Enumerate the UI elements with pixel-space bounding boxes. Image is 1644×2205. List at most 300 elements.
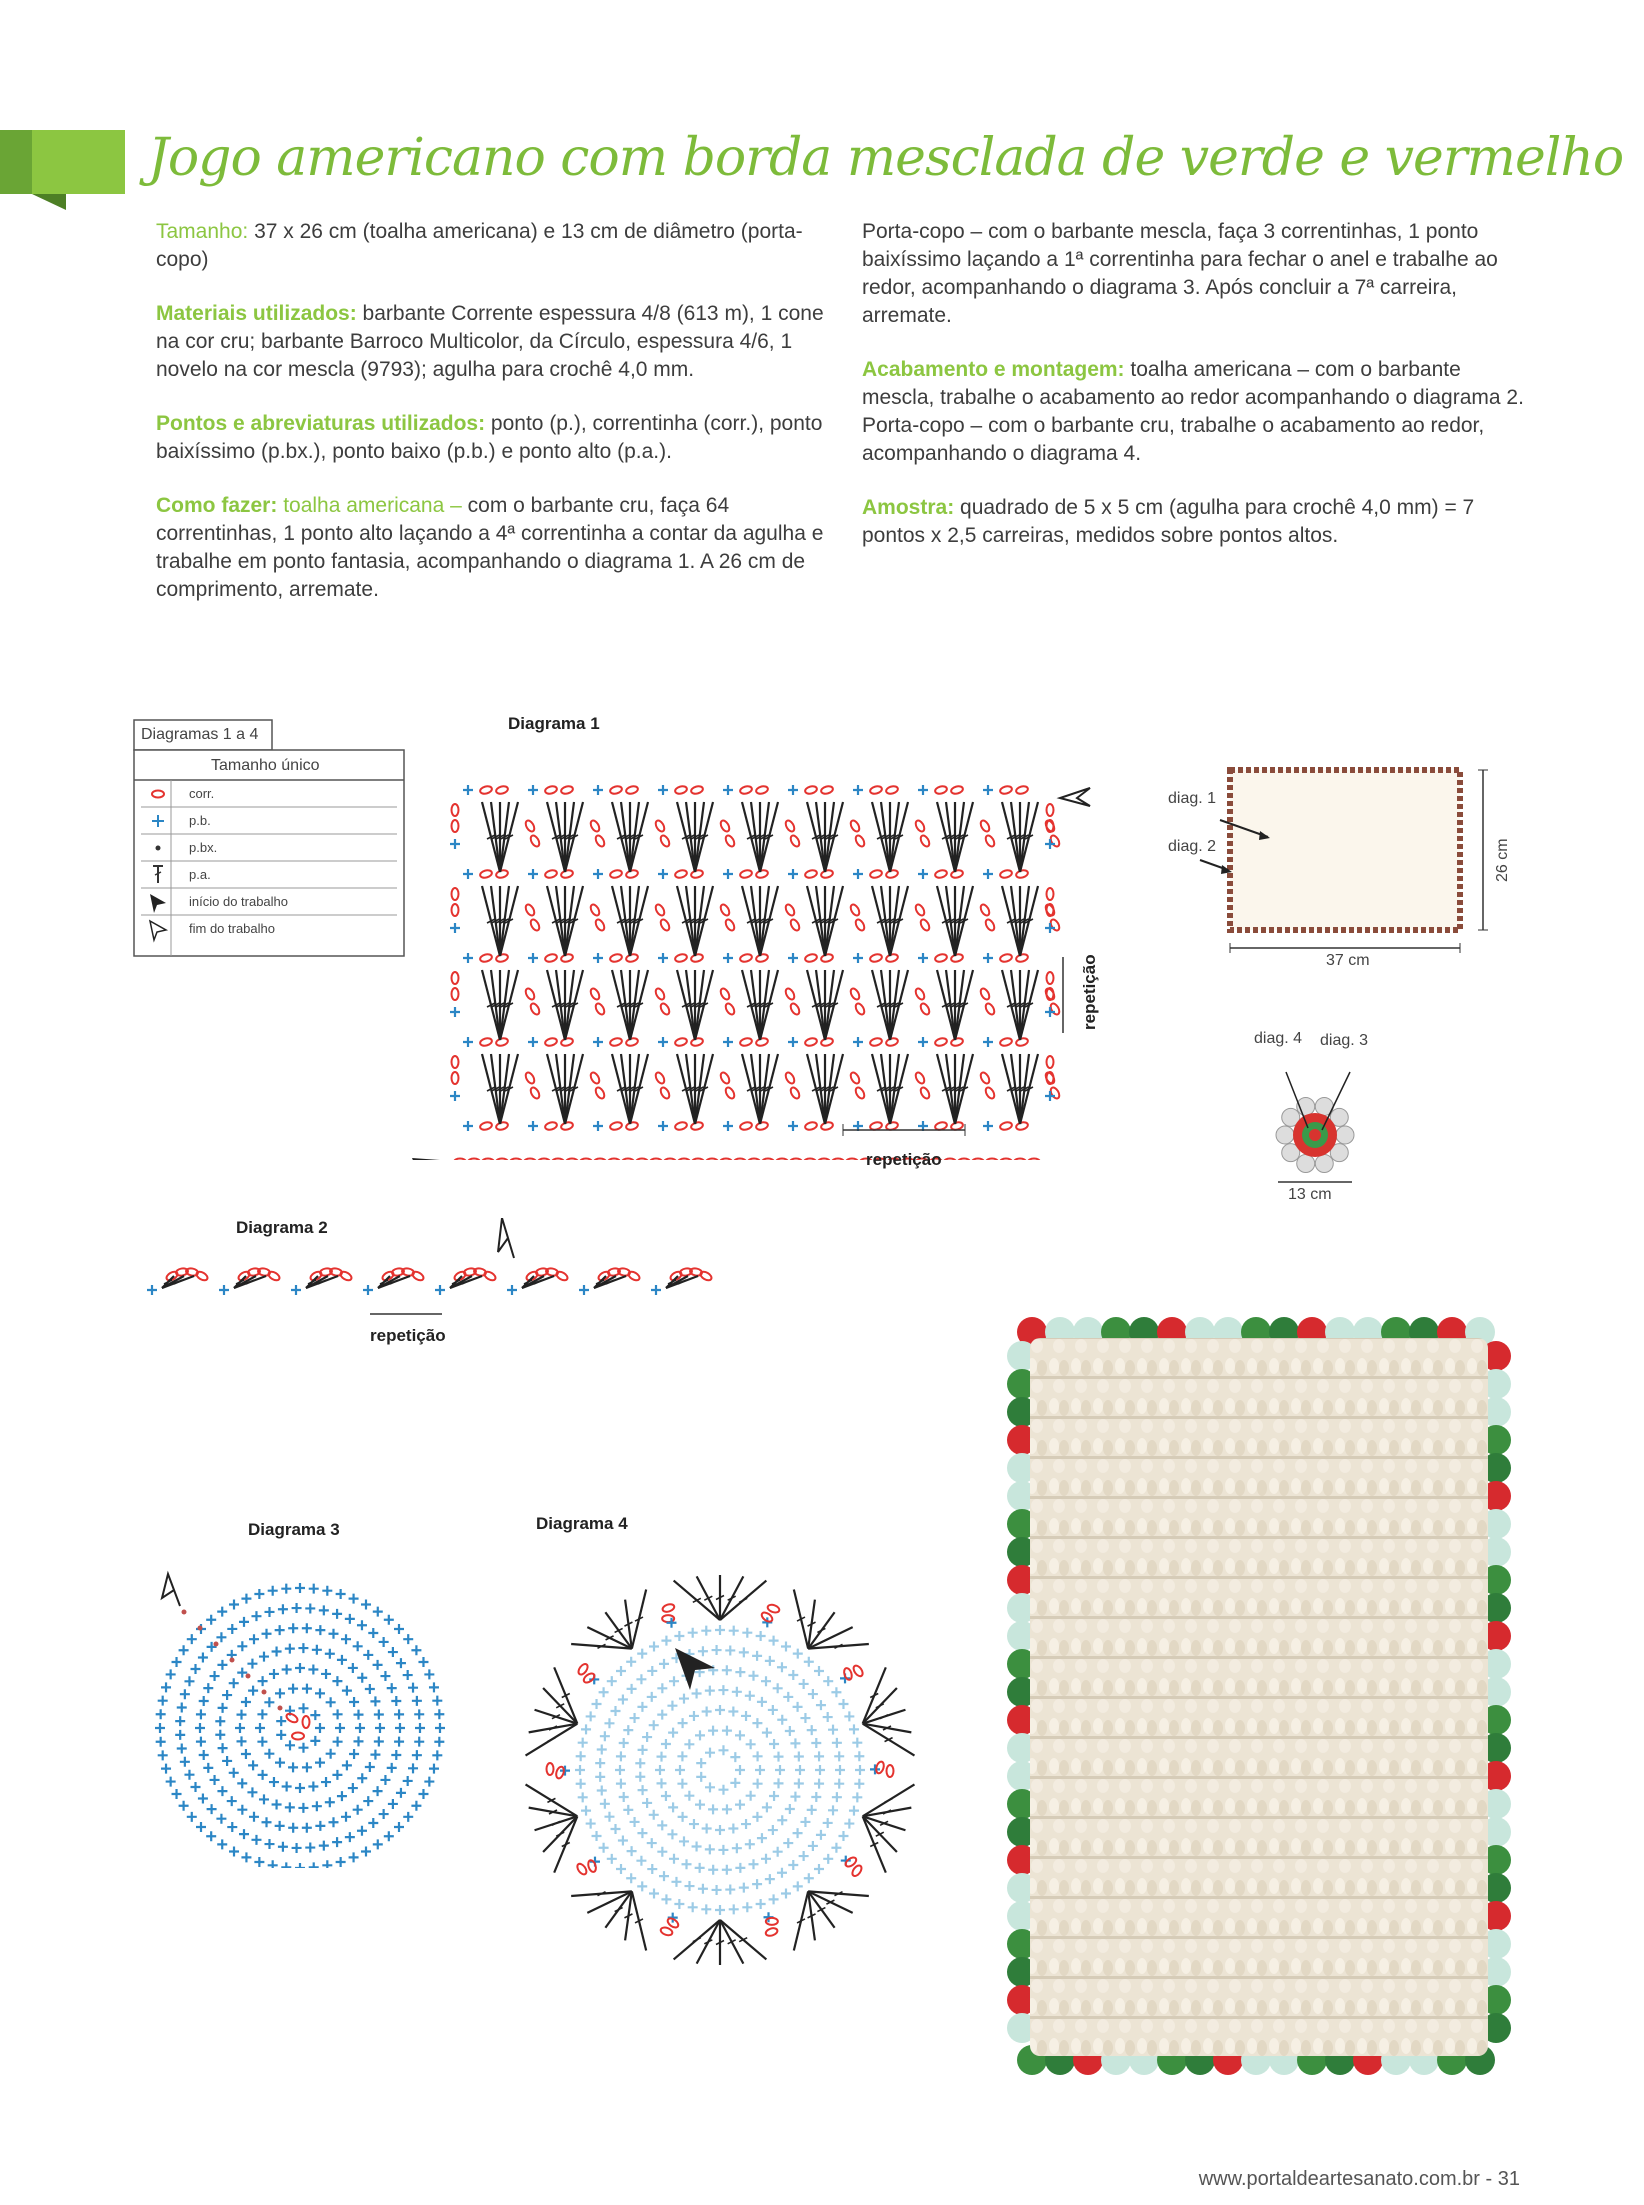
chain-mark bbox=[1047, 888, 1054, 900]
chain-mark bbox=[852, 1664, 865, 1678]
chain-mark bbox=[609, 1037, 622, 1047]
sc-mark bbox=[627, 1846, 637, 1856]
chain-mark bbox=[650, 1159, 662, 1161]
chain-mark bbox=[820, 953, 833, 963]
sc-mark bbox=[918, 1037, 928, 1047]
sc-mark bbox=[275, 1821, 285, 1831]
end-arrow-icon bbox=[498, 1218, 514, 1258]
chain-mark bbox=[660, 1926, 674, 1936]
sc-mark bbox=[258, 1770, 268, 1780]
sc-mark bbox=[175, 1716, 185, 1726]
legend-subheader: Tamanho único bbox=[211, 757, 320, 774]
sc-mark bbox=[728, 1823, 738, 1833]
coaster-petal bbox=[1276, 1126, 1294, 1144]
chain-mark bbox=[1015, 953, 1028, 963]
sc-mark bbox=[295, 1783, 305, 1793]
sc-mark bbox=[166, 1777, 176, 1787]
sc-mark bbox=[357, 1673, 367, 1683]
sc-mark bbox=[696, 1772, 706, 1782]
chain-mark bbox=[986, 1159, 998, 1161]
sc-mark bbox=[651, 1285, 661, 1295]
chain-mark bbox=[950, 953, 963, 963]
sc-mark bbox=[463, 785, 473, 795]
sc-mark bbox=[370, 1750, 380, 1760]
sc-mark bbox=[375, 1723, 385, 1733]
sc-mark bbox=[712, 1645, 722, 1655]
chain-mark bbox=[914, 1071, 926, 1085]
sc-mark bbox=[337, 1655, 347, 1665]
sc-mark bbox=[762, 1728, 772, 1738]
chain-mark bbox=[625, 785, 638, 795]
sc-mark bbox=[668, 1802, 678, 1812]
chain-mark bbox=[544, 869, 557, 879]
sc-mark bbox=[403, 1634, 413, 1644]
sc-mark bbox=[729, 1626, 739, 1636]
chain-mark bbox=[560, 785, 573, 795]
sc-mark bbox=[852, 1792, 862, 1802]
sc-mark bbox=[239, 1829, 249, 1839]
sc-mark bbox=[983, 869, 993, 879]
sc-mark bbox=[775, 1765, 785, 1775]
sc-mark bbox=[363, 1650, 373, 1660]
sc-mark bbox=[432, 1750, 442, 1760]
chain-mark bbox=[748, 1159, 760, 1161]
sc-mark bbox=[254, 1857, 264, 1867]
sc-mark bbox=[688, 1902, 698, 1912]
sc-mark bbox=[319, 1605, 329, 1615]
sc-mark bbox=[333, 1709, 343, 1719]
sc-mark bbox=[647, 1666, 657, 1676]
sc-mark bbox=[773, 1778, 783, 1788]
sc-mark bbox=[674, 1631, 684, 1641]
sc-mark bbox=[722, 1665, 732, 1675]
sc-mark bbox=[276, 1716, 286, 1726]
sc-mark bbox=[781, 1642, 791, 1652]
sc-mark bbox=[203, 1763, 213, 1773]
sc-mark bbox=[333, 1737, 343, 1747]
sc-mark bbox=[658, 1121, 668, 1131]
sc-mark bbox=[403, 1670, 413, 1680]
diagram-4-title: Diagrama 4 bbox=[536, 1514, 628, 1533]
sc-mark bbox=[248, 1686, 258, 1696]
sc-mark bbox=[667, 1701, 677, 1711]
chain-mark bbox=[739, 1121, 752, 1131]
sc-mark bbox=[599, 1687, 609, 1697]
materials-paragraph: Materiais utilizados: barbante Corrente espessura 4/8 (613 m), 1 cone na cor cru; barbante Barroco Multicolor, da Círculo, espessura 4/6, 1 novelo na cor mescla (9793); agulha para crochê 4,0 mm. bbox=[156, 302, 824, 381]
chain-mark bbox=[495, 953, 508, 963]
sc-mark bbox=[403, 1812, 413, 1822]
sc-mark bbox=[272, 1799, 282, 1809]
chain-mark bbox=[950, 785, 963, 795]
sc-mark bbox=[298, 1803, 308, 1813]
chain-mark bbox=[854, 918, 866, 932]
sc-mark bbox=[674, 1899, 684, 1909]
sc-mark bbox=[251, 1611, 261, 1621]
sc-mark bbox=[649, 1720, 659, 1730]
sc-mark bbox=[732, 1843, 742, 1853]
sc-mark bbox=[408, 1683, 418, 1693]
end-arrow-icon bbox=[1060, 788, 1090, 806]
sc-mark bbox=[450, 1007, 460, 1017]
sc-mark bbox=[799, 1851, 809, 1861]
chain-mark bbox=[789, 1002, 801, 1016]
sc-mark bbox=[677, 1751, 687, 1761]
chain-mark bbox=[849, 903, 861, 917]
sc-mark bbox=[816, 1830, 826, 1840]
sc-mark bbox=[853, 869, 863, 879]
sc-mark bbox=[756, 1899, 766, 1909]
sc-mark bbox=[658, 953, 668, 963]
sc-mark bbox=[412, 1750, 422, 1760]
chain-mark bbox=[776, 1159, 788, 1161]
footer: www.portaldeartesanato.com.br - 31 bbox=[1198, 2168, 1520, 2190]
dc-bar bbox=[547, 1738, 555, 1742]
sc-mark bbox=[702, 1823, 712, 1833]
sc-mark bbox=[604, 1718, 614, 1728]
diag4-pointer-label: diag. 4 bbox=[1254, 1030, 1303, 1047]
sc-mark bbox=[669, 1854, 679, 1864]
chain-mark bbox=[854, 1002, 866, 1016]
sc-mark bbox=[730, 1752, 740, 1762]
chain-mark bbox=[767, 1603, 781, 1613]
slip-mark bbox=[230, 1658, 235, 1663]
chain-mark bbox=[690, 953, 703, 963]
sc-mark bbox=[918, 869, 928, 879]
sc-mark bbox=[677, 1779, 687, 1789]
sc-mark bbox=[616, 1751, 626, 1761]
chain-mark bbox=[659, 918, 671, 932]
chain-mark bbox=[885, 1037, 898, 1047]
chain-mark bbox=[452, 888, 459, 900]
sc-mark bbox=[790, 1792, 800, 1802]
sc-mark bbox=[179, 1645, 189, 1655]
sc-mark bbox=[616, 1864, 626, 1874]
sc-mark bbox=[832, 1738, 842, 1748]
chain-mark bbox=[755, 1121, 768, 1131]
chain-mark bbox=[468, 1159, 480, 1161]
sc-mark bbox=[349, 1852, 359, 1862]
chain-mark bbox=[885, 869, 898, 879]
sc-mark bbox=[658, 869, 668, 879]
sc-mark bbox=[332, 1770, 342, 1780]
finishing-paragraph: Acabamento e montagem: toalha americana – com o barbante mescla, trabalhe o acabamento ao redor acompanhando o diagrama 2. bbox=[862, 358, 1524, 409]
sc-mark bbox=[616, 1779, 626, 1789]
sc-mark bbox=[380, 1775, 390, 1785]
legend-label-corr: corr. bbox=[189, 786, 215, 801]
sc-mark bbox=[576, 1779, 586, 1789]
left-column bbox=[156, 218, 828, 630]
sc-mark bbox=[268, 1860, 278, 1868]
sc-mark bbox=[432, 1696, 442, 1706]
chain-mark bbox=[739, 1037, 752, 1047]
sc-mark bbox=[528, 869, 538, 879]
sc-mark bbox=[619, 1792, 629, 1802]
sc-mark bbox=[282, 1665, 292, 1675]
sc-mark bbox=[618, 1836, 628, 1846]
diagram-3 bbox=[140, 1548, 470, 1868]
sc-mark bbox=[611, 1706, 621, 1716]
sc-mark bbox=[191, 1782, 201, 1792]
chain-mark bbox=[979, 1071, 991, 1085]
sc-mark bbox=[586, 1711, 596, 1721]
sc-mark bbox=[814, 1751, 824, 1761]
sc-mark bbox=[684, 1739, 694, 1749]
sc-mark bbox=[689, 1711, 699, 1721]
sc-mark bbox=[463, 953, 473, 963]
placemat-width-label: 37 cm bbox=[1326, 952, 1370, 969]
chain-mark bbox=[529, 834, 541, 848]
chain-mark bbox=[674, 1037, 687, 1047]
chain-mark bbox=[555, 1270, 569, 1282]
sc-mark bbox=[615, 1765, 625, 1775]
sc-mark bbox=[853, 953, 863, 963]
sc-mark bbox=[217, 1786, 227, 1796]
sc-mark bbox=[729, 1904, 739, 1914]
coaster-paragraph: Porta-copo – com o barbante mescla, faça 3 correntinhas, 1 ponto baixíssimo laçando a 1ª correntinha para fechar o anel e trabalhe ao redor, acompanhando o diagrama 3. Após concluir a 7ª carreira, arremate. bbox=[862, 220, 1498, 327]
sc-mark bbox=[637, 1828, 647, 1838]
sc-mark bbox=[268, 1586, 278, 1596]
chain-mark bbox=[1047, 972, 1054, 984]
sc-mark bbox=[528, 953, 538, 963]
sc-mark bbox=[418, 1789, 428, 1799]
sc-mark bbox=[793, 1649, 803, 1659]
sc-mark bbox=[698, 1884, 708, 1894]
sc-mark bbox=[249, 1634, 259, 1644]
slip-mark bbox=[198, 1626, 203, 1631]
sc-mark bbox=[295, 1583, 305, 1593]
sc-mark bbox=[718, 1745, 728, 1755]
sc-mark bbox=[638, 1785, 648, 1795]
sc-mark bbox=[237, 1778, 247, 1788]
sc-mark bbox=[285, 1644, 295, 1654]
sc-mark bbox=[187, 1812, 197, 1822]
chain-mark bbox=[934, 869, 947, 879]
page-title: Jogo americano com borda mesclada de verde e vermelho bbox=[148, 128, 1624, 188]
chain-mark bbox=[1047, 804, 1054, 816]
sc-mark bbox=[247, 1659, 257, 1669]
coaster-finishing-paragraph: Porta-copo – com o barbante cru, trabalhe o acabamento ao redor, acompanhando o diagrama 4. bbox=[862, 414, 1485, 465]
chain-mark bbox=[869, 785, 882, 795]
sc-mark bbox=[312, 1801, 322, 1811]
sc-mark bbox=[769, 1739, 779, 1749]
sc-mark bbox=[708, 1865, 718, 1875]
sc-mark bbox=[342, 1760, 352, 1770]
sc-mark bbox=[695, 1730, 705, 1740]
chain-mark bbox=[627, 1270, 641, 1282]
sc-mark bbox=[800, 1713, 810, 1723]
sc-mark bbox=[418, 1657, 428, 1667]
sc-mark bbox=[285, 1740, 295, 1750]
sc-mark bbox=[692, 1689, 702, 1699]
sc-mark bbox=[342, 1686, 352, 1696]
sc-mark bbox=[237, 1710, 247, 1720]
chain-mark bbox=[755, 1037, 768, 1047]
sc-mark bbox=[785, 1804, 795, 1814]
sc-mark bbox=[593, 1037, 603, 1047]
sc-mark bbox=[795, 1765, 805, 1775]
chain-mark bbox=[452, 972, 459, 984]
chain-mark bbox=[719, 903, 731, 917]
sc-mark bbox=[355, 1723, 365, 1733]
sc-mark bbox=[808, 1841, 818, 1851]
chain-mark bbox=[1015, 785, 1028, 795]
chain-mark bbox=[659, 1002, 671, 1016]
chain-mark bbox=[664, 1159, 676, 1161]
sc-mark bbox=[275, 1688, 285, 1698]
sc-mark bbox=[597, 1785, 607, 1795]
chain-mark bbox=[285, 1712, 299, 1724]
sc-mark bbox=[675, 1765, 685, 1775]
right-column bbox=[862, 218, 1538, 576]
sc-mark bbox=[259, 1652, 269, 1662]
sc-mark bbox=[309, 1584, 319, 1594]
diagram-2-title: Diagrama 2 bbox=[236, 1218, 328, 1237]
stitches-paragraph: Pontos e abreviaturas utilizados: ponto (p.), correntinha (corr.), ponto baixíssimo (p.bx.), ponto baixo (p.b.) e ponto alto (p.a.). bbox=[156, 412, 823, 463]
sc-mark bbox=[302, 1823, 312, 1833]
sc-mark bbox=[394, 1822, 404, 1832]
sc-mark bbox=[659, 1659, 669, 1669]
page-number: 31 bbox=[1497, 2168, 1520, 2190]
sc-mark bbox=[661, 1636, 671, 1646]
sc-mark bbox=[661, 1894, 671, 1904]
chain-mark bbox=[784, 903, 796, 917]
sc-mark bbox=[642, 1732, 652, 1742]
chain-mark bbox=[944, 1159, 956, 1161]
sc-mark bbox=[319, 1841, 329, 1851]
sc-mark bbox=[752, 1651, 762, 1661]
sc-mark bbox=[823, 1818, 833, 1828]
sc-mark bbox=[156, 1709, 166, 1719]
chain-mark bbox=[818, 1159, 830, 1161]
chain-mark bbox=[690, 1037, 703, 1047]
sc-mark bbox=[769, 1894, 779, 1904]
sc-mark bbox=[616, 1666, 626, 1676]
chain-mark bbox=[919, 1086, 931, 1100]
sc-mark bbox=[773, 1752, 783, 1762]
sc-mark bbox=[328, 1629, 338, 1639]
sc-mark bbox=[215, 1730, 225, 1740]
sc-mark bbox=[799, 1679, 809, 1689]
chain-mark bbox=[495, 785, 508, 795]
chain-mark bbox=[589, 819, 601, 833]
sc-mark bbox=[853, 785, 863, 795]
sc-mark bbox=[345, 1614, 355, 1624]
sc-mark bbox=[669, 1676, 679, 1686]
chain-mark bbox=[784, 819, 796, 833]
sc-mark bbox=[315, 1625, 325, 1635]
sc-mark bbox=[187, 1634, 197, 1644]
sc-mark bbox=[732, 1687, 742, 1697]
sc-mark bbox=[411, 1645, 421, 1655]
sc-mark bbox=[705, 1844, 715, 1854]
sc-mark bbox=[814, 1666, 824, 1676]
chain-mark bbox=[555, 1766, 565, 1780]
chain-mark bbox=[625, 953, 638, 963]
chain-mark bbox=[699, 1270, 713, 1282]
sc-mark bbox=[179, 1801, 189, 1811]
sc-mark bbox=[528, 1121, 538, 1131]
sc-mark bbox=[264, 1697, 274, 1707]
end-arrow-icon bbox=[162, 1574, 180, 1606]
sc-mark bbox=[755, 1765, 765, 1775]
chain-mark bbox=[544, 953, 557, 963]
sc-mark bbox=[379, 1637, 389, 1647]
chain-mark bbox=[849, 819, 861, 833]
sc-mark bbox=[305, 1843, 315, 1853]
sc-mark bbox=[718, 1685, 728, 1695]
chain-mark bbox=[820, 1121, 833, 1131]
sc-mark bbox=[348, 1783, 358, 1793]
chain-mark bbox=[875, 1761, 885, 1775]
sc-mark bbox=[626, 1657, 636, 1667]
sc-mark bbox=[415, 1723, 425, 1733]
sc-mark bbox=[844, 1819, 854, 1829]
chain-mark bbox=[789, 834, 801, 848]
sc-mark bbox=[814, 1864, 824, 1874]
sc-mark bbox=[853, 1037, 863, 1047]
sc-mark bbox=[349, 1749, 359, 1759]
sc-mark bbox=[325, 1649, 335, 1659]
sc-mark bbox=[210, 1775, 220, 1785]
size-paragraph: Tamanho: 37 x 26 cm (toalha americana) e 13 cm de diâmetro (porta-copo) bbox=[156, 220, 803, 271]
sc-mark bbox=[855, 1765, 865, 1775]
chain-mark bbox=[1047, 1056, 1054, 1068]
sc-mark bbox=[828, 1805, 838, 1815]
sc-mark bbox=[723, 785, 733, 795]
chain-mark bbox=[674, 953, 687, 963]
sc-mark bbox=[579, 1285, 589, 1295]
chain-mark bbox=[654, 903, 666, 917]
sc-mark bbox=[619, 1738, 629, 1748]
chain-mark bbox=[544, 1121, 557, 1131]
chain-mark bbox=[755, 953, 768, 963]
chain-mark bbox=[804, 1159, 816, 1161]
chain-mark bbox=[869, 953, 882, 963]
sc-mark bbox=[335, 1723, 345, 1733]
sc-mark bbox=[702, 1707, 712, 1717]
chain-mark bbox=[724, 1086, 736, 1100]
sc-mark bbox=[388, 1647, 398, 1657]
sc-mark bbox=[147, 1285, 157, 1295]
sc-mark bbox=[387, 1683, 397, 1693]
sc-mark bbox=[288, 1684, 298, 1694]
diag1-pointer-label: diag. 1 bbox=[1168, 790, 1217, 807]
chain-mark bbox=[755, 785, 768, 795]
chain-mark bbox=[594, 834, 606, 848]
sc-mark bbox=[222, 1690, 232, 1700]
chain-mark bbox=[654, 1071, 666, 1085]
sc-mark bbox=[575, 1765, 585, 1775]
sc-mark bbox=[757, 1833, 767, 1843]
chain-mark bbox=[636, 1159, 648, 1161]
sc-mark bbox=[281, 1862, 291, 1868]
chain-mark bbox=[734, 1159, 746, 1161]
sc-mark bbox=[739, 1883, 749, 1893]
sc-mark bbox=[635, 1772, 645, 1782]
sc-mark bbox=[218, 1703, 228, 1713]
sc-mark bbox=[203, 1683, 213, 1693]
sc-mark bbox=[247, 1787, 257, 1797]
sc-mark bbox=[765, 1874, 775, 1884]
sc-mark bbox=[353, 1710, 363, 1720]
sc-mark bbox=[396, 1788, 406, 1798]
sc-mark bbox=[278, 1604, 288, 1614]
chain-mark bbox=[654, 819, 666, 833]
sc-mark bbox=[328, 1817, 338, 1827]
chain-mark bbox=[950, 869, 963, 879]
sc-mark bbox=[218, 1743, 228, 1753]
chain-mark bbox=[999, 869, 1012, 879]
